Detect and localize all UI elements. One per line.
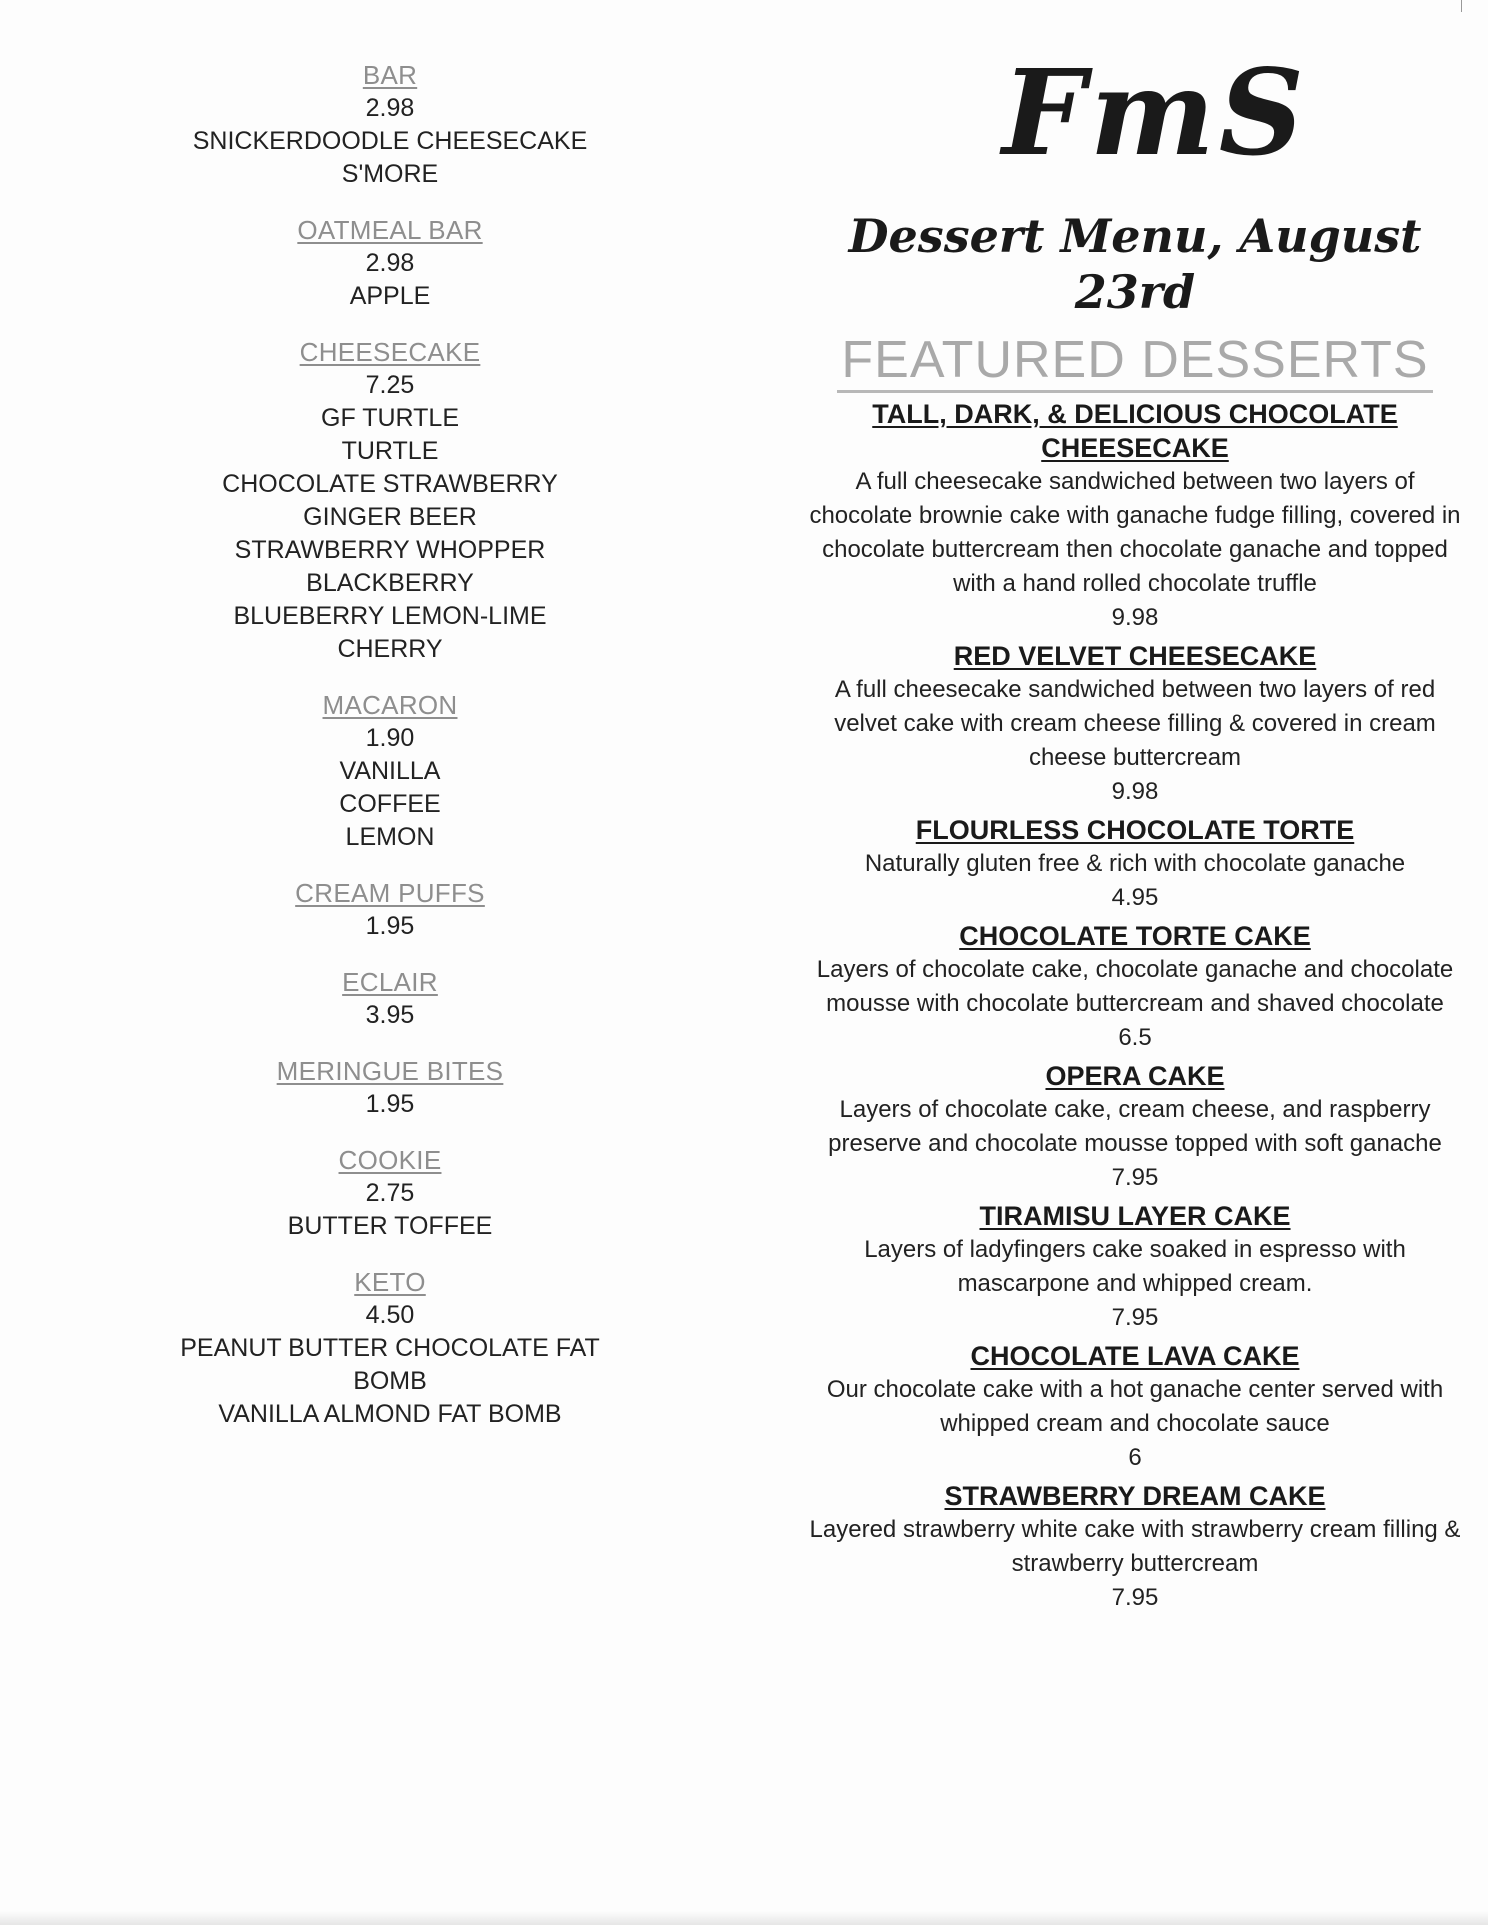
menu-item: COFFEE (339, 790, 441, 818)
category-title: COOKIE (338, 1145, 442, 1175)
featured-item-name: TIRAMISU LAYER CAKE (979, 1201, 1291, 1231)
category-title: KETO (354, 1267, 426, 1297)
menu-item: GF TURTLE (321, 404, 459, 432)
menu-item: SNICKERDOODLE CHEESECAKE (192, 127, 588, 155)
featured-item-price: 7.95 (1111, 1164, 1159, 1191)
logo: FmS (1002, 43, 1308, 182)
featured-item-name: CHOCOLATE LAVA CAKE (970, 1341, 1300, 1371)
category-oatmeal-bar (150, 213, 630, 313)
featured-item (800, 1339, 1470, 1475)
featured-item-price: 7.95 (1111, 1304, 1159, 1331)
featured-item (800, 397, 1470, 635)
featured-item-description: Layers of chocolate cake, chocolate ganache and chocolate mousse with chocolate buttercream and shaved chocolate (816, 956, 1454, 1017)
category-title: BAR (362, 60, 418, 90)
featured-item-price: 6.5 (1118, 1024, 1152, 1051)
category-title: OATMEAL BAR (297, 215, 483, 245)
category-title: MERINGUE BITES (276, 1056, 504, 1086)
menu-item: BLUEBERRY LEMON-LIME (233, 602, 547, 630)
menu-item: PEANUT BUTTER CHOCOLATE FAT BOMB (180, 1334, 600, 1395)
menu-item: APPLE (349, 282, 431, 310)
featured-item-name: OPERA CAKE (1045, 1061, 1225, 1091)
category-price: 4.50 (365, 1301, 415, 1329)
featured-item-price: 9.98 (1111, 778, 1159, 805)
menu-item: LEMON (345, 823, 435, 851)
featured-item-price: 9.98 (1111, 604, 1159, 631)
category-cheesecake (150, 335, 630, 666)
featured-item-description: Layers of ladyfingers cake soaked in espresso with mascarpone and whipped cream. (864, 1236, 1406, 1297)
featured-item-price: 6 (1128, 1444, 1142, 1471)
category-title: ECLAIR (342, 967, 438, 997)
category-price: 2.98 (365, 94, 415, 122)
featured-heading: FEATURED DESSERTS (837, 330, 1432, 393)
category-cookie (150, 1143, 630, 1243)
scan-corner-mark (1461, 0, 1462, 12)
menu-item: TURTLE (341, 437, 439, 465)
featured-item-description: A full cheesecake sandwiched between two layers of red velvet cake with cream cheese filling & covered in cream cheese buttercream (834, 676, 1436, 771)
featured-item-price: 4.95 (1111, 884, 1159, 911)
menu-item: GINGER BEER (303, 503, 477, 531)
category-price: 3.95 (365, 1001, 415, 1029)
category-price: 1.90 (365, 724, 415, 752)
category-keto (150, 1265, 630, 1431)
category-cream-puffs (150, 876, 630, 943)
featured-item-name: RED VELVET CHEESECAKE (953, 641, 1317, 671)
featured-item-name: CHOCOLATE TORTE CAKE (959, 921, 1311, 951)
category-title: CHEESECAKE (299, 337, 481, 367)
category-title: CREAM PUFFS (295, 878, 485, 908)
featured-item-name: STRAWBERRY DREAM CAKE (944, 1481, 1326, 1511)
category-price: 2.98 (365, 249, 415, 277)
featured-item-name: TALL, DARK, & DELICIOUS CHOCOLATE CHEESECAKE (872, 399, 1398, 463)
featured-item-description: Our chocolate cake with a hot ganache center served with whipped cream and chocolate sauce (826, 1376, 1444, 1437)
featured-column (800, 43, 1470, 1619)
category-price: 1.95 (365, 1090, 415, 1118)
featured-item (800, 1479, 1470, 1615)
menu-item: CHERRY (337, 635, 443, 663)
featured-item (800, 1059, 1470, 1195)
featured-item (800, 813, 1470, 915)
featured-item (800, 1199, 1470, 1335)
menu-item: STRAWBERRY WHOPPER (234, 536, 546, 564)
featured-item-description: Layers of chocolate cake, cream cheese, and raspberry preserve and chocolate mousse topped with soft ganache (828, 1096, 1442, 1157)
featured-item-description: A full cheesecake sandwiched between two layers of chocolate brownie cake with ganache fudge filling, covered in chocolate buttercream then chocolate ganache and topped with a hand rolled chocolate truffle (809, 468, 1461, 597)
category-eclair (150, 965, 630, 1032)
scan-bottom-edge (0, 1911, 1488, 1925)
featured-item-price: 7.95 (1111, 1584, 1159, 1611)
category-title: MACARON (322, 690, 458, 720)
featured-item-description: Naturally gluten free & rich with chocolate ganache (864, 850, 1406, 877)
category-price: 2.75 (365, 1179, 415, 1207)
category-bar (150, 58, 630, 191)
menu-item: VANILLA ALMOND FAT BOMB (218, 1400, 562, 1428)
menu-item: VANILLA (339, 757, 441, 785)
featured-item-name: FLOURLESS CHOCOLATE TORTE (915, 815, 1355, 845)
menu-title: Dessert Menu, August 23rd (848, 209, 1422, 319)
menu-item: BUTTER TOFFEE (287, 1212, 493, 1240)
category-price: 1.95 (365, 912, 415, 940)
menu-item: CHOCOLATE STRAWBERRY (222, 470, 558, 498)
regular-menu-column (150, 58, 630, 1453)
category-macaron (150, 688, 630, 854)
menu-item: S'MORE (341, 160, 439, 188)
category-meringue-bites (150, 1054, 630, 1121)
featured-item (800, 919, 1470, 1055)
featured-item (800, 639, 1470, 809)
category-price: 7.25 (365, 371, 415, 399)
menu-item: BLACKBERRY (306, 569, 474, 597)
featured-item-description: Layered strawberry white cake with strawberry cream filling & strawberry buttercream (809, 1516, 1461, 1577)
